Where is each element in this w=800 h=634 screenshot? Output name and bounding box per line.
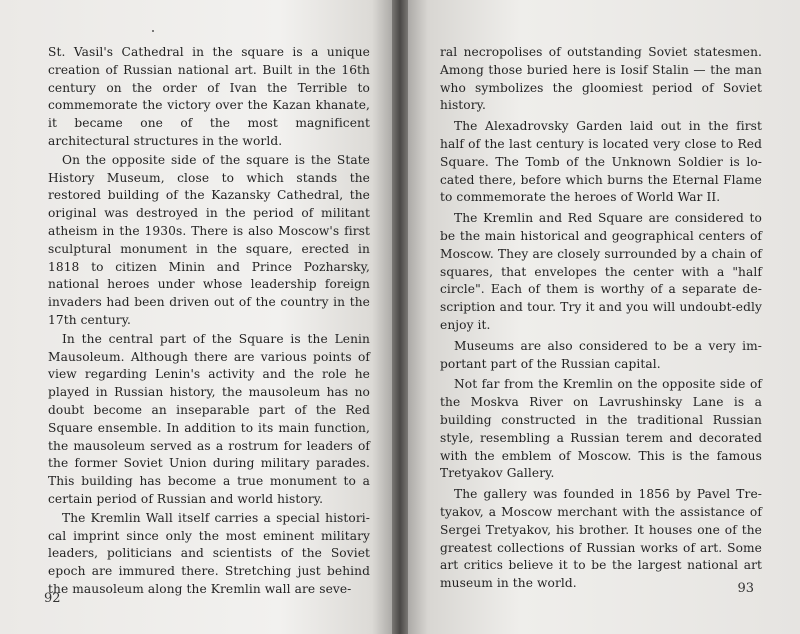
paragraph: In the central part of the Square is the Lenin Mausoleum. Although there are various points of view regarding Lenin's activity and the role he played in Russian history, the mausoleum has no doubt become an inseparable part of the Red Square ensemble. In addition to its main function, the mausoleum served as a rostrum for leaders of the former Soviet Union during military parades. This building has become a true monument to a certain period of Russian and world history. xyxy=(48,331,370,506)
page-speck xyxy=(152,30,154,32)
paragraph: Museums are also considered to be a very im-portant part of the Russian capital. xyxy=(440,338,762,371)
paragraph: The gallery was founded in 1856 by Pavel Tre-tyakov, a Moscow merchant with the assistance of Sergei Tretyakov, his brother. It houses one of the greatest collections of Russian works of art. Some art critics believe it to be the largest national art museum in the world. xyxy=(440,487,762,591)
paragraph: St. Vasil's Cathedral in the square is a unique creation of Russian national art. Built in the 16th century on the order of Ivan the Terrible to commemorate the victory over the Kazan khanate, it became one of the most magnificent architectural structures in the world. xyxy=(48,45,370,148)
paragraph: The Alexadrovsky Garden laid out in the first half of the last century is located very close to Red Square. The Tomb of the Unknown Soldier is lo-cated there, before which burns the Eternal Flame to commemorate the heroes of World War II. xyxy=(440,119,762,205)
paragraph: On the opposite side of the square is the State History Museum, close to which stands the restored building of the Kazansky Cathedral, the original was destroyed in the period of militant atheism in the 1930s. There is also Moscow's first sculptural monument in the square, erected in 1818 to citizen Minin and Prince Pozharsky, national heroes under whose leadership foreign invaders had been driven out of the country in the 17th century. xyxy=(48,152,370,327)
paragraph: The Kremlin and Red Square are considered to be the main historical and geographical centers of Moscow. They are closely surrounded by a chain of squares, that envelopes the center with a "half circle". Each of them is worthy of a separate de-scription and tour. Try it and you will undoubt-edly enjoy it. xyxy=(440,211,762,332)
book-gutter xyxy=(392,0,408,634)
page-number: 92 xyxy=(44,591,61,606)
paragraph: ral necropolises of outstanding Soviet statesmen. Among those buried here is Iosif Stalin — the man who symbolizes the gloomiest period of Soviet history. xyxy=(440,45,762,113)
paragraph: Not far from the Kremlin on the opposite side of the Moskva River on Lavrushinsky Lane is a building constructed in the traditional Russian style, resembling a Russian terem and decorated with the emblem of Moscow. This is the famous Tretyakov Gallery. xyxy=(440,377,762,481)
page-number: 93 xyxy=(737,581,754,596)
paragraph: The Kremlin Wall itself carries a special histori-cal imprint since only the most eminent military leaders, politicians and scientists of the Soviet epoch are immured there. Stretching just behind the mausoleum along the Kremlin wall are seve- xyxy=(48,510,370,596)
right-page xyxy=(400,0,800,634)
